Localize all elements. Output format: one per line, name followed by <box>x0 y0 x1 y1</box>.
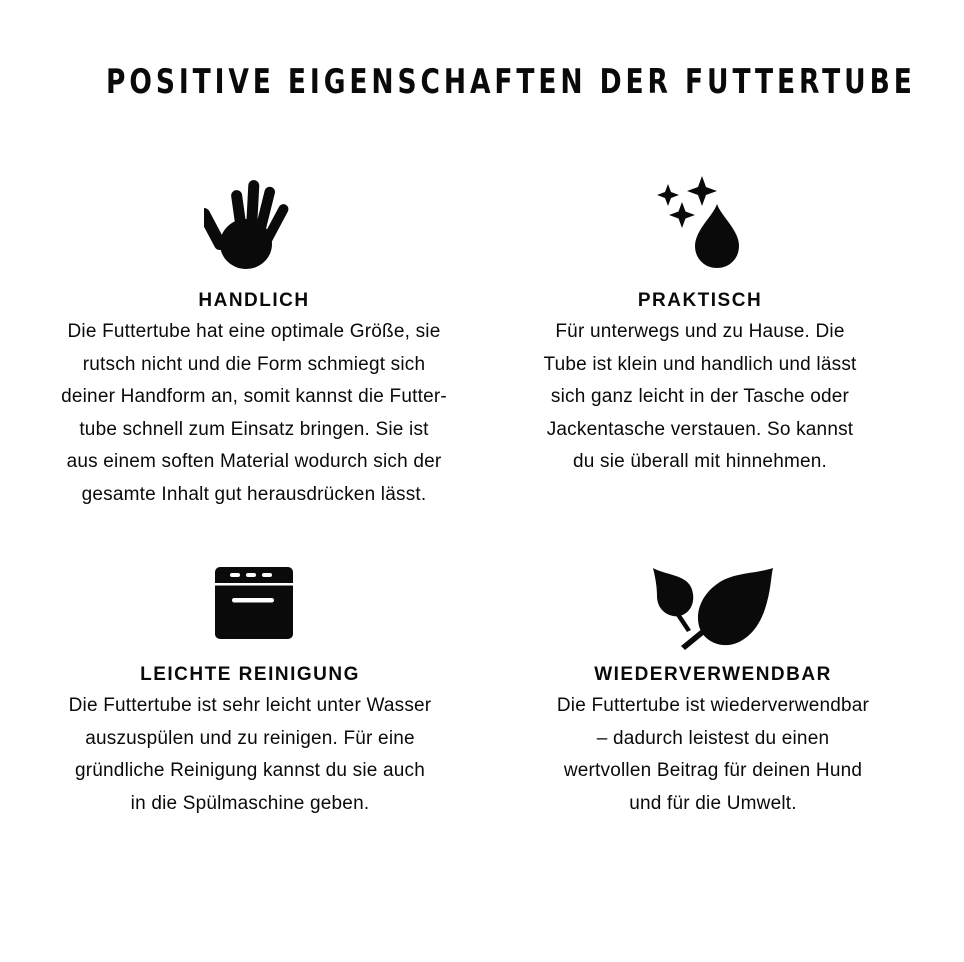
feature-leichte-reinigung <box>40 560 460 830</box>
feature-handlich <box>40 170 468 520</box>
description-line: du sie überall mit hinnehmen. <box>573 451 827 472</box>
description-line: sich ganz leicht in der Tasche oder <box>550 386 850 407</box>
description-line: gesamte Inhalt gut herausdrücken lässt. <box>81 483 427 505</box>
leaf-icon <box>651 566 775 652</box>
description-line: in die Spülmaschine geben. <box>130 792 370 814</box>
hand-icon <box>204 176 294 272</box>
description-line: Die Futtertube ist sehr leicht unter Wasser <box>68 695 432 716</box>
description-line: Die Futtertube ist wiederverwendbar <box>556 695 870 716</box>
feature-description <box>513 690 913 820</box>
feature-heading: HANDLICH <box>198 290 310 311</box>
description-line: rutsch nicht und die Form schmiegt sich <box>82 353 426 375</box>
feature-heading: LEICHTE REINIGUNG <box>140 664 360 685</box>
sparkle-drop-icon <box>655 174 747 270</box>
description-line: Die Futtertube hat eine optimale Größe, sie <box>67 321 441 342</box>
description-line: wertvollen Beitrag für deinen Hund <box>563 760 863 781</box>
feature-heading: WIEDERVERWENDBAR <box>594 664 832 685</box>
description-line: tube schnell zum Einsatz bringen. Sie ist <box>79 418 429 440</box>
feature-praktisch <box>500 170 900 490</box>
feature-description <box>500 316 900 479</box>
page-title: POSITIVE EIGENSCHAFTEN DER FUTTERTUBE <box>106 62 916 102</box>
description-line: aus einem soften Material wodurch sich der <box>66 451 442 472</box>
feature-heading: PRAKTISCH <box>637 290 763 311</box>
description-line: Für unterwegs und zu Hause. Die <box>555 321 845 342</box>
description-line: Jackentasche verstauen. So kannst <box>546 418 854 440</box>
dishwasher-icon <box>214 566 294 640</box>
description-line: – dadurch leistest du einen <box>596 727 830 749</box>
description-line: und für die Umwelt. <box>629 792 797 814</box>
description-line: auszuspülen und zu reinigen. Für eine <box>85 727 415 749</box>
feature-description <box>40 316 468 511</box>
description-line: Tube ist klein und handlich und lässt <box>543 353 857 375</box>
feature-description <box>40 690 460 820</box>
description-line: deiner Handform an, somit kannst die Futter- <box>61 386 447 407</box>
feature-wiederverwendbar <box>513 560 913 830</box>
description-line: gründliche Reinigung kannst du sie auch <box>74 760 426 781</box>
